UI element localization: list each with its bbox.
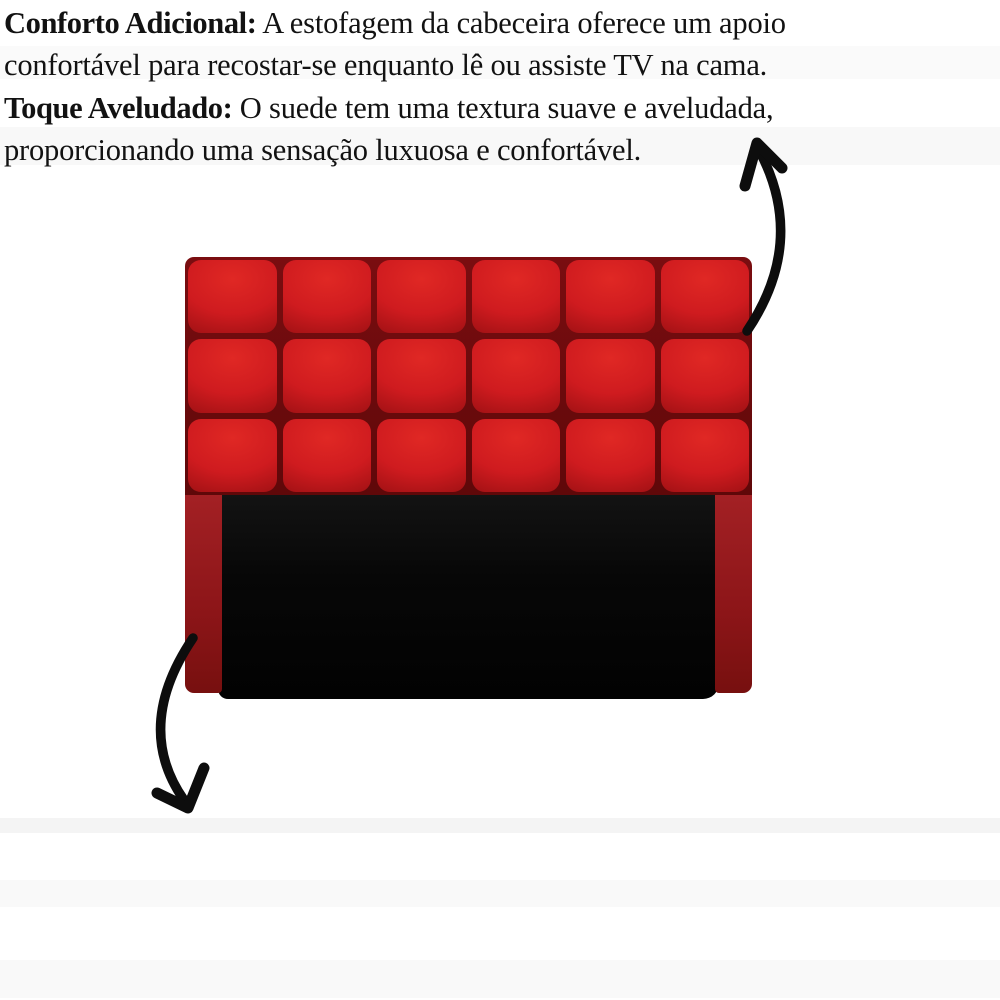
text-line <box>4 87 996 129</box>
tuft-square <box>377 339 466 412</box>
tuft-square <box>377 260 466 333</box>
tuft-square <box>188 339 277 412</box>
headboard-left-leg <box>185 495 222 693</box>
tuft-square <box>472 260 561 333</box>
text-body: proporcionando uma sensação luxuosa e confortável. <box>4 133 642 168</box>
background-band <box>0 880 1000 907</box>
text-body: O suede tem uma textura suave e aveludada, <box>232 90 774 125</box>
tuft-square <box>566 419 655 492</box>
tuft-square <box>188 260 277 333</box>
tuft-square <box>661 260 750 333</box>
tuft-square <box>472 339 561 412</box>
text-lead: Toque Aveludado: <box>4 90 233 125</box>
tuft-square <box>188 419 277 492</box>
text-body: A estofagem da cabeceira oferece um apoio <box>256 6 786 40</box>
tuft-square <box>283 419 372 492</box>
tuft-square <box>377 419 466 492</box>
headboard-black-panel <box>218 495 719 699</box>
background-band <box>0 960 1000 998</box>
text-line <box>4 2 996 44</box>
tuft-square <box>283 260 372 333</box>
text-body: confortável para recostar-se enquanto lê ou assiste TV na cama. <box>4 48 768 83</box>
feature-text-top <box>4 2 996 172</box>
headboard-base <box>185 495 752 700</box>
tuft-square <box>472 419 561 492</box>
tuft-grid <box>185 257 752 495</box>
tuft-square <box>661 339 750 412</box>
tuft-square <box>283 339 372 412</box>
background-band <box>0 818 1000 833</box>
text-line <box>4 44 996 86</box>
tuft-square <box>661 419 750 492</box>
text-lead: Conforto Adicional: <box>4 6 257 40</box>
headboard-product-image <box>185 257 752 700</box>
tuft-square <box>566 260 655 333</box>
tuft-square <box>566 339 655 412</box>
text-line <box>4 129 996 171</box>
headboard-right-leg <box>715 495 752 693</box>
